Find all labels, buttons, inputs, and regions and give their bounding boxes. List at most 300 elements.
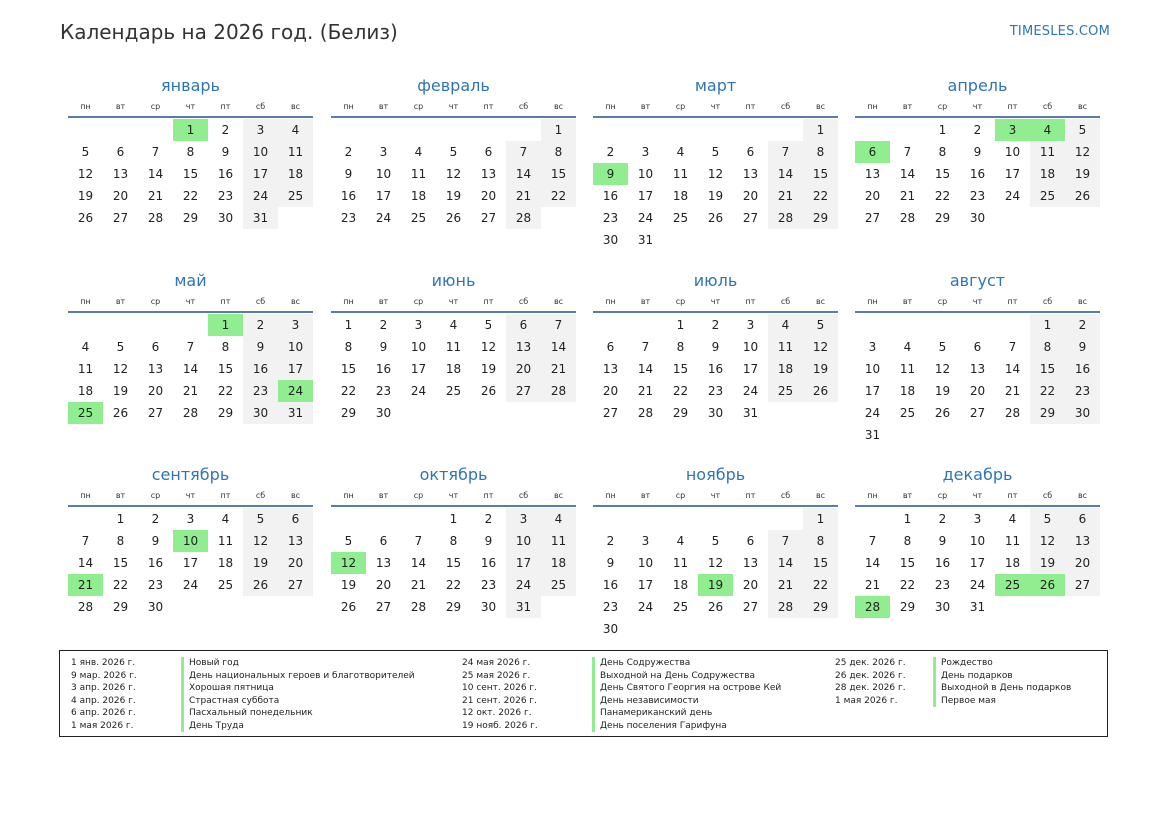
day-cell: 14 <box>147 167 164 181</box>
day-cell: 1 <box>903 512 912 526</box>
day-cell: 11 <box>899 362 916 376</box>
month-block <box>331 76 576 229</box>
day-cell: 3 <box>973 512 982 526</box>
day-cell: 30 <box>602 233 619 247</box>
day-cell: 31 <box>969 600 986 614</box>
holiday-day-cell: 21 <box>68 574 103 596</box>
day-grid <box>331 314 576 424</box>
holiday-day-cell: 24 <box>278 380 313 402</box>
day-cell: 26 <box>707 211 724 225</box>
weekday-label: пн <box>343 102 354 111</box>
weekday-label: пт <box>483 297 494 306</box>
day-cell: 18 <box>1004 556 1021 570</box>
empty-cell <box>995 314 1030 336</box>
day-cell: 2 <box>973 123 982 137</box>
empty-cell <box>628 314 663 336</box>
day-cell: 6 <box>973 340 982 354</box>
day-cell: 30 <box>1065 402 1100 424</box>
day-cell: 15 <box>803 552 838 574</box>
day-cell: 13 <box>278 530 313 552</box>
empty-cell <box>471 119 506 141</box>
day-cell: 30 <box>602 622 619 636</box>
day-cell: 8 <box>116 534 125 548</box>
month-block <box>855 76 1100 229</box>
day-cell: 6 <box>746 145 755 159</box>
day-cell: 22 <box>803 185 838 207</box>
empty-cell <box>663 119 698 141</box>
day-cell: 4 <box>676 145 685 159</box>
day-cell: 23 <box>934 578 951 592</box>
day-cell: 22 <box>934 189 951 203</box>
day-cell: 11 <box>672 167 689 181</box>
day-cell: 10 <box>278 336 313 358</box>
day-cell: 19 <box>340 578 357 592</box>
day-cell: 27 <box>147 406 164 420</box>
day-cell: 14 <box>768 552 803 574</box>
weekday-label: ср <box>675 102 686 111</box>
weekday-label: ср <box>937 102 948 111</box>
weekday-header <box>68 491 313 507</box>
day-cell: 16 <box>602 578 619 592</box>
day-cell: 14 <box>1004 362 1021 376</box>
holiday-day-cell: 1 <box>173 119 208 141</box>
day-cell: 31 <box>864 428 881 442</box>
day-cell: 9 <box>606 556 615 570</box>
day-cell: 17 <box>637 578 654 592</box>
day-grid <box>593 314 838 424</box>
holiday-name: Пасхальный понедельник <box>181 707 313 720</box>
day-grid <box>593 508 838 640</box>
day-cell: 15 <box>1030 358 1065 380</box>
holiday-date: 28 дек. 2026 г. <box>835 683 906 693</box>
holiday-name: День Труда <box>181 720 244 733</box>
day-cell: 28 <box>1004 406 1021 420</box>
day-cell: 3 <box>868 340 877 354</box>
weekday-label: пт <box>745 102 756 111</box>
weekday-label: вт <box>378 102 389 111</box>
holiday-date: 10 сент. 2026 г. <box>462 683 538 693</box>
day-cell: 7 <box>414 534 423 548</box>
day-cell: 21 <box>768 185 803 207</box>
day-cell: 7 <box>1008 340 1017 354</box>
day-cell: 15 <box>182 167 199 181</box>
day-cell: 30 <box>969 211 986 225</box>
weekday-label: чт <box>185 297 196 306</box>
day-cell: 16 <box>934 556 951 570</box>
day-cell: 23 <box>243 380 278 402</box>
day-cell: 13 <box>506 336 541 358</box>
day-cell: 10 <box>864 362 881 376</box>
empty-cell <box>593 508 628 530</box>
empty-cell <box>68 508 103 530</box>
day-grid <box>68 314 313 424</box>
day-cell: 4 <box>278 119 313 141</box>
holiday-day-cell: 4 <box>1030 119 1065 141</box>
day-cell: 1 <box>938 123 947 137</box>
day-cell: 17 <box>182 556 199 570</box>
weekday-label: ср <box>150 297 161 306</box>
day-cell: 1 <box>803 508 838 530</box>
day-cell: 6 <box>506 314 541 336</box>
day-cell: 6 <box>379 534 388 548</box>
day-cell: 20 <box>742 578 759 592</box>
day-cell: 3 <box>414 318 423 332</box>
month-block <box>855 465 1100 618</box>
day-cell: 27 <box>864 211 881 225</box>
weekday-label: пт <box>220 491 231 500</box>
day-cell: 10 <box>375 167 392 181</box>
day-cell: 26 <box>803 380 838 402</box>
day-cell: 13 <box>969 362 986 376</box>
weekday-header <box>855 297 1100 313</box>
empty-cell <box>855 314 890 336</box>
empty-cell <box>366 508 401 530</box>
holiday-day-cell: 19 <box>698 574 733 596</box>
day-cell: 13 <box>375 556 392 570</box>
day-cell: 17 <box>278 358 313 380</box>
day-cell: 2 <box>938 512 947 526</box>
day-cell: 18 <box>768 358 803 380</box>
month-block <box>68 271 313 424</box>
day-cell: 16 <box>1065 358 1100 380</box>
day-cell: 18 <box>672 189 689 203</box>
day-cell: 18 <box>445 362 462 376</box>
day-cell: 4 <box>676 534 685 548</box>
day-cell: 9 <box>1065 336 1100 358</box>
day-cell: 11 <box>445 340 462 354</box>
day-cell: 24 <box>182 578 199 592</box>
day-cell: 18 <box>278 163 313 185</box>
month-block <box>593 271 838 424</box>
day-cell: 30 <box>147 600 164 614</box>
day-cell: 3 <box>186 512 195 526</box>
day-cell: 27 <box>278 574 313 596</box>
holiday-date: 19 нояб. 2026 г. <box>462 720 538 731</box>
weekday-label: пн <box>867 102 878 111</box>
day-cell: 18 <box>541 552 576 574</box>
day-cell: 31 <box>278 402 313 424</box>
day-cell: 15 <box>934 167 951 181</box>
day-cell: 8 <box>903 534 912 548</box>
day-cell: 9 <box>151 534 160 548</box>
day-cell: 25 <box>899 406 916 420</box>
day-cell: 28 <box>506 207 541 229</box>
month-name: октябрь <box>419 465 488 484</box>
day-cell: 27 <box>112 211 129 225</box>
day-cell: 9 <box>484 534 493 548</box>
day-cell: 22 <box>445 578 462 592</box>
holiday-day-cell: 3 <box>995 119 1030 141</box>
day-cell: 11 <box>1030 141 1065 163</box>
day-cell: 7 <box>868 534 877 548</box>
day-cell: 14 <box>541 336 576 358</box>
day-cell: 13 <box>147 362 164 376</box>
day-cell: 17 <box>1004 167 1021 181</box>
weekday-label: вт <box>902 102 913 111</box>
day-cell: 22 <box>899 578 916 592</box>
day-grid <box>855 314 1100 446</box>
day-cell: 31 <box>742 406 759 420</box>
day-cell: 17 <box>969 556 986 570</box>
day-cell: 1 <box>1030 314 1065 336</box>
month-block <box>68 76 313 229</box>
day-cell: 28 <box>182 406 199 420</box>
day-cell: 20 <box>375 578 392 592</box>
day-cell: 18 <box>672 578 689 592</box>
holiday-name: День Святого Георгия на острове Кей <box>592 682 781 695</box>
day-cell: 14 <box>410 556 427 570</box>
day-cell: 20 <box>506 358 541 380</box>
site-link[interactable]: TIMESLES.COM <box>1009 24 1110 39</box>
day-cell: 8 <box>186 145 195 159</box>
day-cell: 19 <box>77 189 94 203</box>
day-cell: 28 <box>637 406 654 420</box>
day-cell: 7 <box>541 314 576 336</box>
day-cell: 20 <box>602 384 619 398</box>
day-cell: 2 <box>484 512 493 526</box>
empty-cell <box>628 119 663 141</box>
day-cell: 8 <box>449 534 458 548</box>
weekday-label: вс <box>815 491 826 500</box>
month-block <box>855 271 1100 446</box>
day-cell: 16 <box>147 556 164 570</box>
holiday-day-cell: 1 <box>208 314 243 336</box>
day-cell: 8 <box>803 530 838 552</box>
weekday-label: вс <box>290 102 301 111</box>
day-cell: 30 <box>934 600 951 614</box>
empty-cell <box>401 119 436 141</box>
day-cell: 8 <box>221 340 230 354</box>
day-cell: 7 <box>903 145 912 159</box>
day-cell: 29 <box>217 406 234 420</box>
day-cell: 4 <box>541 508 576 530</box>
day-cell: 1 <box>676 318 685 332</box>
holiday-name: Первое мая <box>933 695 996 708</box>
empty-cell <box>68 314 103 336</box>
day-cell: 19 <box>934 384 951 398</box>
weekday-header <box>593 491 838 507</box>
weekday-label: сб <box>518 491 529 500</box>
day-cell: 30 <box>243 402 278 424</box>
day-cell: 3 <box>641 534 650 548</box>
day-cell: 18 <box>217 556 234 570</box>
weekday-label: чт <box>710 491 721 500</box>
day-cell: 13 <box>112 167 129 181</box>
day-cell: 3 <box>278 314 313 336</box>
day-cell: 11 <box>278 141 313 163</box>
day-cell: 29 <box>445 600 462 614</box>
weekday-label: чт <box>710 102 721 111</box>
day-cell: 24 <box>1004 189 1021 203</box>
day-cell: 21 <box>637 384 654 398</box>
holiday-name: Страстная суббота <box>181 695 279 708</box>
weekday-header <box>331 297 576 313</box>
holiday-name: День поселения Гарифуна <box>592 720 727 733</box>
day-cell: 24 <box>864 406 881 420</box>
empty-cell <box>698 119 733 141</box>
empty-cell <box>733 119 768 141</box>
weekday-label: ср <box>937 491 948 500</box>
day-cell: 4 <box>414 145 423 159</box>
empty-cell <box>366 119 401 141</box>
day-cell: 6 <box>606 340 615 354</box>
day-cell: 28 <box>899 211 916 225</box>
day-cell: 22 <box>672 384 689 398</box>
month-name: август <box>949 271 1006 290</box>
weekday-label: вс <box>1077 297 1088 306</box>
day-cell: 29 <box>672 406 689 420</box>
day-cell: 13 <box>480 167 497 181</box>
day-cell: 26 <box>480 384 497 398</box>
weekday-label: пн <box>80 102 91 111</box>
day-cell: 5 <box>243 508 278 530</box>
day-cell: 15 <box>541 163 576 185</box>
holiday-date: 21 сент. 2026 г. <box>462 695 538 706</box>
day-cell: 13 <box>742 167 759 181</box>
weekday-label: вт <box>640 491 651 500</box>
holiday-day-cell: 6 <box>855 141 890 163</box>
day-cell: 10 <box>410 340 427 354</box>
day-cell: 23 <box>375 384 392 398</box>
holiday-date: 1 мая 2026 г. <box>835 695 898 706</box>
weekday-label: ср <box>675 491 686 500</box>
day-cell: 23 <box>602 211 619 225</box>
day-cell: 5 <box>81 145 90 159</box>
empty-cell <box>768 119 803 141</box>
month-name: сентябрь <box>151 465 230 484</box>
day-grid <box>68 119 313 229</box>
day-cell: 26 <box>77 211 94 225</box>
day-cell: 21 <box>864 578 881 592</box>
holiday-date: 9 мар. 2026 г. <box>71 670 137 681</box>
day-cell: 18 <box>77 384 94 398</box>
weekday-label: чт <box>972 102 983 111</box>
day-cell: 12 <box>1030 530 1065 552</box>
holiday-date: 25 дек. 2026 г. <box>835 658 906 668</box>
day-cell: 12 <box>707 556 724 570</box>
day-cell: 30 <box>480 600 497 614</box>
day-cell: 2 <box>344 145 353 159</box>
weekday-label: сб <box>1042 491 1053 500</box>
day-cell: 27 <box>602 406 619 420</box>
day-cell: 28 <box>147 211 164 225</box>
day-cell: 29 <box>340 406 357 420</box>
day-cell: 21 <box>147 189 164 203</box>
day-cell: 5 <box>803 314 838 336</box>
weekday-label: пн <box>80 491 91 500</box>
holiday-name: День национальных героев и благотворителей <box>181 670 415 683</box>
day-cell: 6 <box>746 534 755 548</box>
empty-cell <box>138 314 173 336</box>
holiday-date: 1 янв. 2026 г. <box>71 658 136 668</box>
day-cell: 5 <box>938 340 947 354</box>
day-cell: 7 <box>768 530 803 552</box>
day-cell: 12 <box>803 336 838 358</box>
day-cell: 24 <box>375 211 392 225</box>
holiday-date: 4 апр. 2026 г. <box>71 695 136 706</box>
day-cell: 22 <box>112 578 129 592</box>
day-cell: 7 <box>186 340 195 354</box>
weekday-label: вс <box>553 297 564 306</box>
day-cell: 19 <box>803 358 838 380</box>
day-cell: 10 <box>506 530 541 552</box>
day-cell: 17 <box>506 552 541 574</box>
day-cell: 6 <box>278 508 313 530</box>
day-cell: 16 <box>480 556 497 570</box>
day-cell: 26 <box>445 211 462 225</box>
weekday-label: вс <box>553 491 564 500</box>
day-cell: 28 <box>541 380 576 402</box>
day-cell: 25 <box>410 211 427 225</box>
day-cell: 16 <box>969 167 986 181</box>
month-block <box>593 76 838 251</box>
holiday-date: 12 окт. 2026 г. <box>462 708 532 718</box>
empty-cell <box>698 508 733 530</box>
day-cell: 21 <box>182 384 199 398</box>
weekday-label: вс <box>815 102 826 111</box>
day-cell: 10 <box>969 534 986 548</box>
empty-cell <box>436 119 471 141</box>
day-cell: 22 <box>1030 380 1065 402</box>
holiday-date: 26 дек. 2026 г. <box>835 670 906 681</box>
holiday-day-cell: 10 <box>173 530 208 552</box>
weekday-label: вт <box>115 297 126 306</box>
weekday-label: чт <box>185 491 196 500</box>
month-name: декабрь <box>942 465 1013 484</box>
weekday-label: сб <box>255 297 266 306</box>
empty-cell <box>68 119 103 141</box>
holiday-day-cell: 25 <box>995 574 1030 596</box>
weekday-label: сб <box>255 102 266 111</box>
weekday-label: чт <box>710 297 721 306</box>
day-cell: 16 <box>340 189 357 203</box>
weekday-label: пт <box>220 297 231 306</box>
empty-cell <box>173 314 208 336</box>
day-cell: 8 <box>803 141 838 163</box>
day-cell: 19 <box>1030 552 1065 574</box>
day-cell: 8 <box>938 145 947 159</box>
day-cell: 20 <box>864 189 881 203</box>
day-cell: 11 <box>541 530 576 552</box>
holiday-name: Рождество <box>933 657 993 670</box>
day-cell: 28 <box>768 596 803 618</box>
day-cell: 11 <box>672 556 689 570</box>
weekday-label: пн <box>867 297 878 306</box>
day-cell: 3 <box>506 508 541 530</box>
empty-cell <box>960 314 995 336</box>
day-cell: 10 <box>637 167 654 181</box>
day-cell: 10 <box>1004 145 1021 159</box>
day-cell: 12 <box>243 530 278 552</box>
day-cell: 2 <box>711 318 720 332</box>
holiday-date: 6 апр. 2026 г. <box>71 708 136 718</box>
month-name: март <box>694 76 737 95</box>
holiday-name: Выходной в День подарков <box>933 682 1071 695</box>
day-cell: 23 <box>340 211 357 225</box>
weekday-label: вт <box>115 102 126 111</box>
month-block <box>593 465 838 640</box>
day-cell: 12 <box>934 362 951 376</box>
day-cell: 5 <box>711 534 720 548</box>
holiday-name: Выходной на День Содружества <box>592 670 755 683</box>
day-cell: 7 <box>768 141 803 163</box>
day-cell: 19 <box>480 362 497 376</box>
day-cell: 17 <box>864 384 881 398</box>
empty-cell <box>925 314 960 336</box>
day-cell: 28 <box>410 600 427 614</box>
weekday-label: ср <box>150 102 161 111</box>
day-cell: 5 <box>711 145 720 159</box>
